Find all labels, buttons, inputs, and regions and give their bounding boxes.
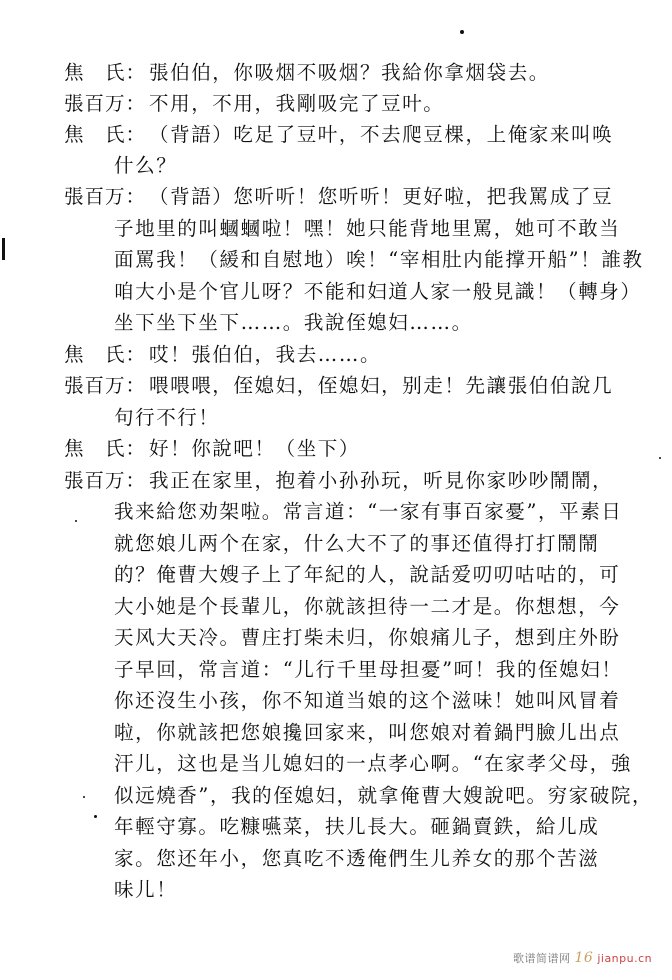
speech-text: 咱大小是个官儿呀？不能和妇道人家一般見識！（轉身） (114, 280, 642, 303)
speech-text: 張伯伯，你吸烟不吸烟？我給你拿烟袋去。 (149, 61, 550, 84)
speech-text: 的？俺曹大嫂子上了年紀的人，說話爱叨叨咕咕的，可 (114, 563, 621, 586)
speech-text: （背語）您听听！您听听！更好啦，把我罵成了豆 (149, 185, 614, 208)
speech-text: 不用，不用，我剛吸完了豆叶。 (149, 92, 445, 115)
speech-text: 你还沒生小孩，你不知道当娘的这个滋味！她叫风冒着 (114, 689, 621, 712)
speech-text: 啦，你就該把您娘攙回家来，叫您娘对着鍋門臉儿出点 (114, 721, 621, 744)
speech-text: 味儿！ (114, 878, 178, 901)
speaker-label: 焦 氏： (64, 437, 147, 460)
speech-text: 大小她是个長輩儿，你就該担待一二才是。你想想，今 (114, 595, 621, 618)
scan-speck (659, 457, 661, 459)
speaker-label: 焦 氏： (64, 343, 147, 366)
speaker-label: 張百万： (64, 469, 147, 492)
scan-speck (83, 796, 85, 798)
speech-text: 年輕守寡。吃糠嚥菜，扶儿長大。砸鍋賣鉄，給儿成 (114, 815, 600, 838)
speech-text: 面罵我！（緩和自慰地）唉！“宰相肚内能撑开船”！誰教 (114, 248, 644, 271)
scan-margin-mark (2, 238, 5, 260)
site-watermark (513, 950, 652, 966)
speech-text: 天风大天冷。曹庄打柴未归，你娘痛儿子，想到庄外盼 (114, 626, 621, 649)
watermark-site-name: 歌谱简谱网 (513, 952, 571, 965)
speaker-label: 張百万： (64, 374, 147, 397)
speech-text: 哎！張伯伯，我去……。 (149, 343, 382, 366)
scan-speck (460, 30, 464, 34)
speech-text: 子早回，常言道：“儿行千里母担憂”呵！我的侄媳妇！ (114, 658, 623, 681)
speaker-label: 張百万： (64, 92, 147, 115)
speech-text: 我正在家里，抱着小孙孙玩，听見你家吵吵鬧鬧， (149, 469, 614, 492)
speech-text: 家。您还年小，您真吃不透俺們生儿养女的那个苦滋 (114, 847, 600, 870)
scan-speck (94, 815, 97, 818)
speech-text: 就您娘儿两个在家，什么大不了的事还值得打打鬧鬧 (114, 532, 600, 555)
speech-text: 似远燒香”，我的侄媳妇，就拿俺曹大嫂說吧。穷家破院， (114, 784, 654, 807)
speech-text: 喂喂喂，侄媳妇，侄媳妇，别走！先讓張伯伯說几 (149, 374, 614, 397)
speaker-label: 焦 氏： (64, 61, 147, 84)
speech-text: 汗儿，这也是当儿媳妇的一点孝心啊。“在家孝父母，強 (114, 752, 632, 775)
speech-text: （背語）吃足了豆叶，不去爬豆棵，上俺家来叫唤 (149, 123, 614, 146)
speech-text: 好！你說吧！（坐下） (149, 437, 361, 460)
speech-text: 我来給您劝架啦。常言道：“一家有事百家憂”，平素日 (114, 500, 623, 523)
scan-speck (75, 520, 77, 522)
speech-text: 什么？ (114, 154, 178, 177)
page-number: 16 (574, 950, 594, 966)
speech-text: 句行不行！ (114, 406, 220, 429)
speech-text: 子地里的叫蟈蟈啦！嘿！她只能背地里罵，她可不敢当 (114, 217, 621, 240)
speech-text: 坐下坐下坐下……。我說侄媳妇……。 (114, 311, 473, 334)
speaker-label: 焦 氏： (64, 123, 147, 146)
speaker-label: 張百万： (64, 185, 147, 208)
watermark-domain: jianpu.cn (597, 952, 653, 965)
